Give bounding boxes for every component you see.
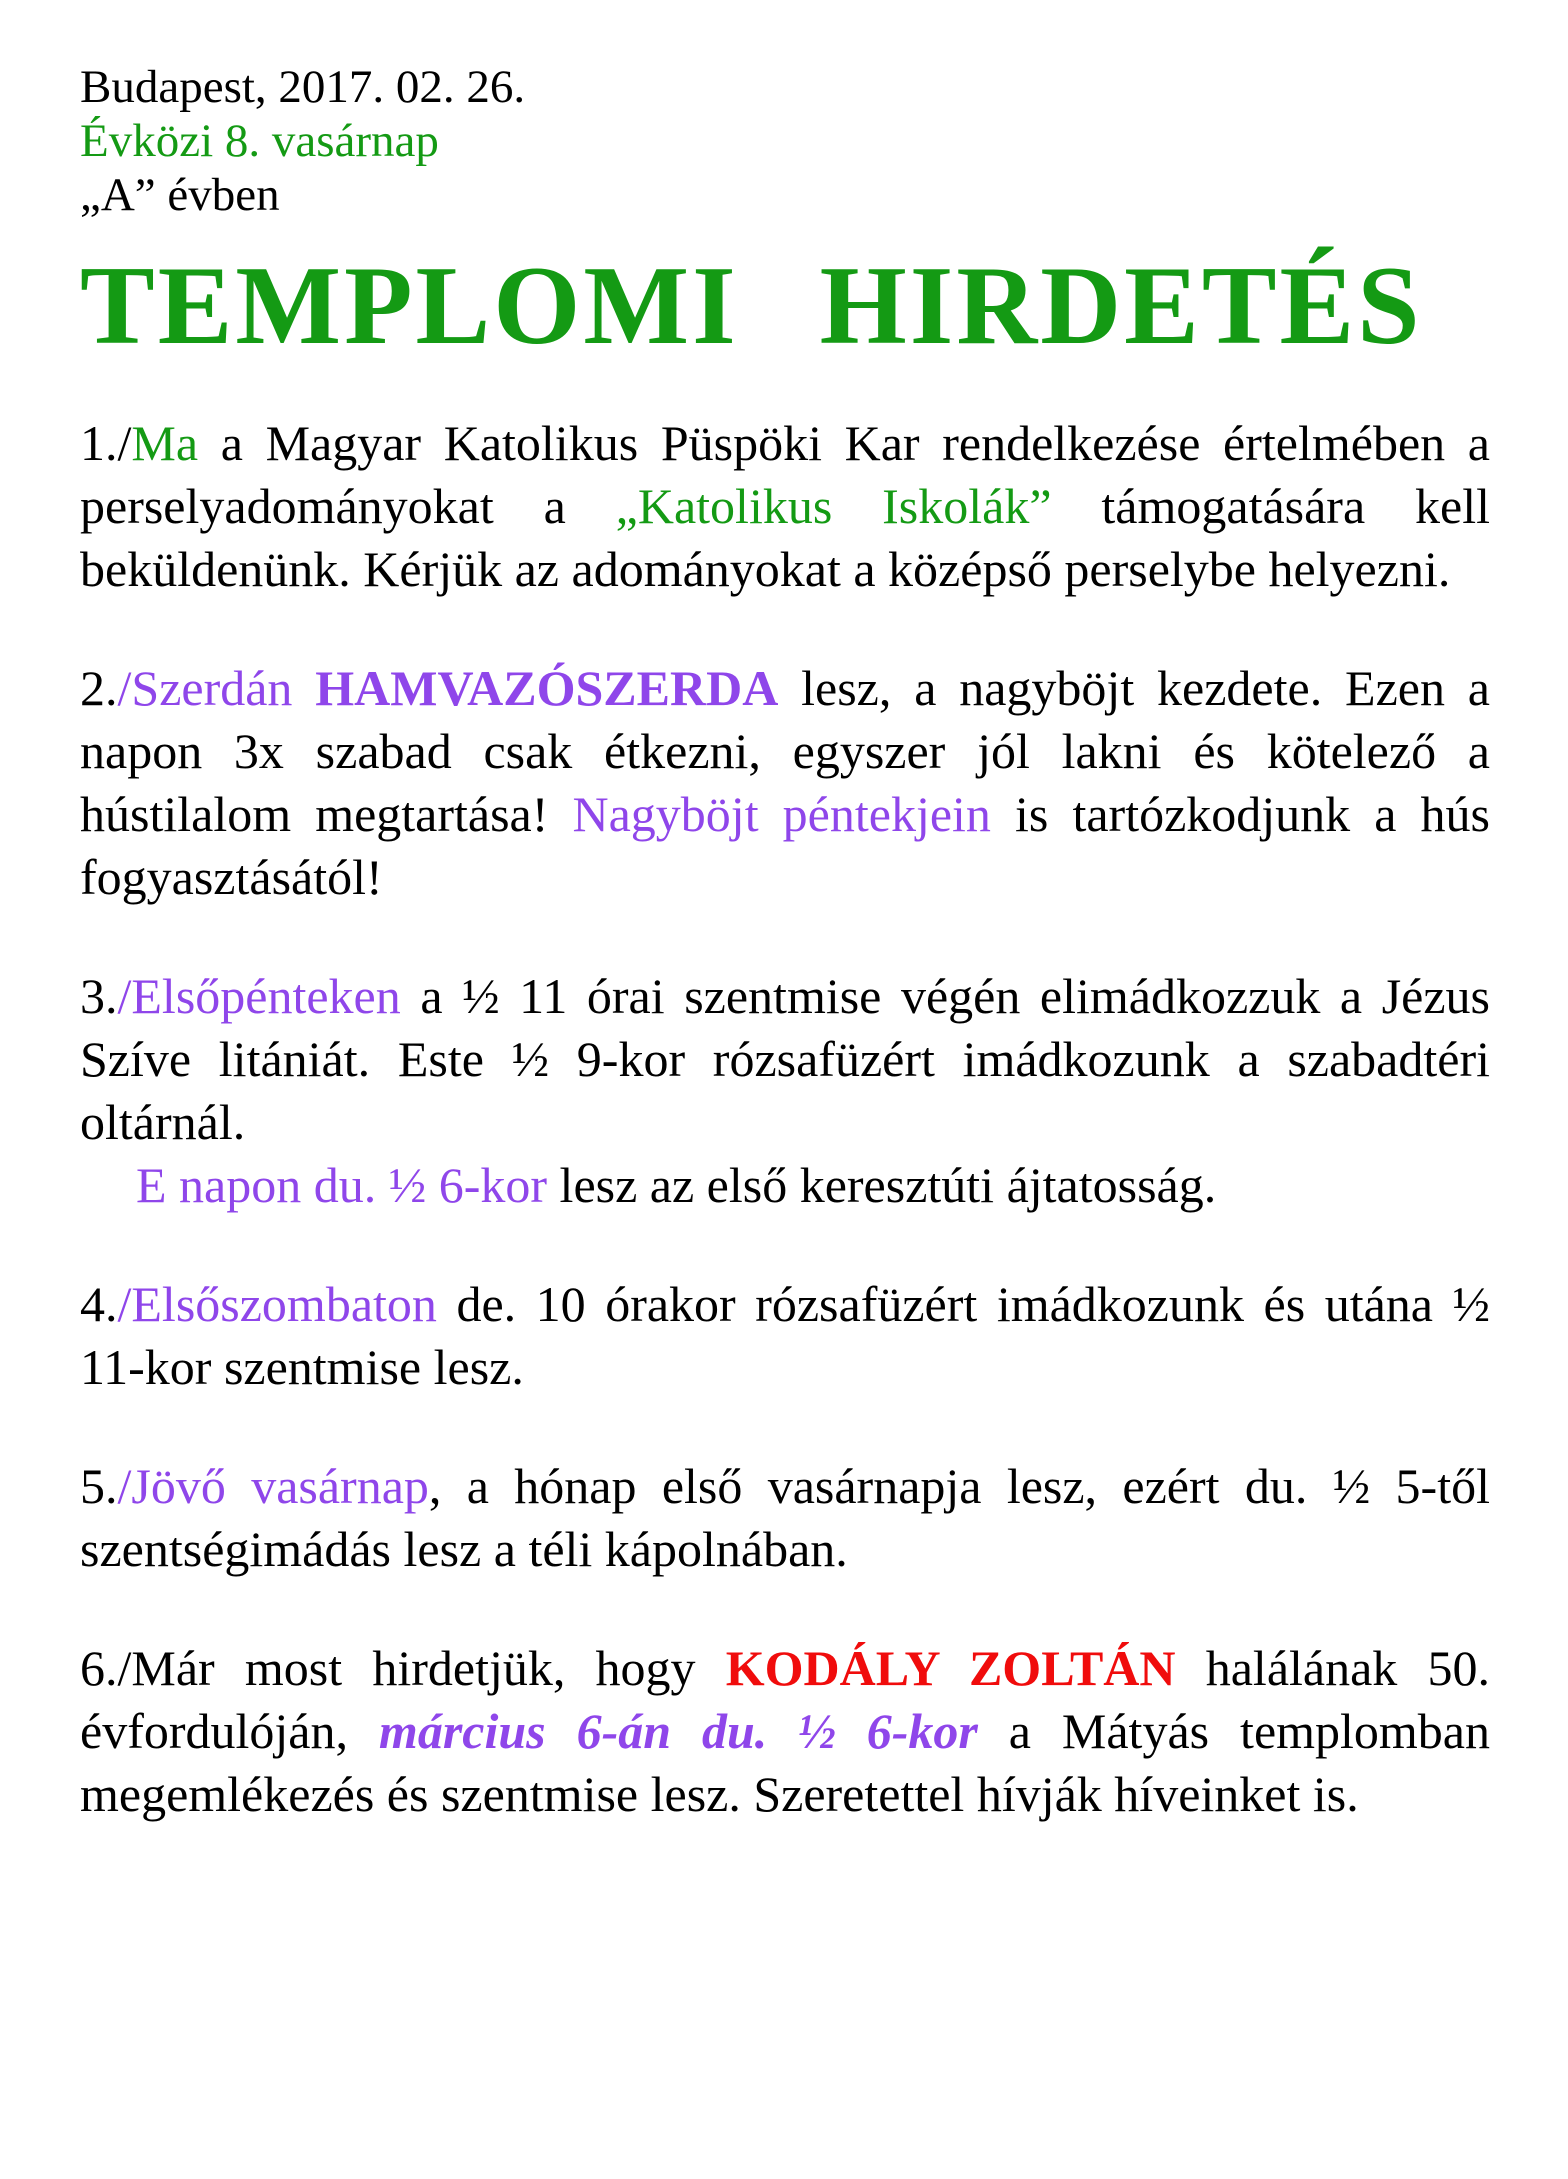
- text-segment: a Mátyás templomban megemlékezés és szentmise lesz. Szeretettel hívják híveinket is.: [80, 1703, 1491, 1823]
- announcement-3-subline: [80, 1154, 1490, 1217]
- liturgical-day-line: Évközi 8. vasárnap: [80, 115, 439, 167]
- text-segment: 1./: [80, 415, 132, 472]
- text-segment: is tartózkodjunk a hús fogyasztásától!: [80, 786, 1491, 906]
- text-segment: /Elsőpénteken: [117, 968, 401, 1025]
- page-title: TEMPLOMI HIRDETÉS: [80, 244, 1423, 368]
- announcement-1-text: [80, 412, 1490, 601]
- text-segment: lesz az első keresztúti ájtatosság.: [547, 1157, 1217, 1214]
- text-segment: 5.: [80, 1458, 118, 1515]
- text-segment: lesz, a nagyböjt kezdete. Ezen a napon 3x szabad csak étkezni, egyszer jól lakni és kötelező a hústilalom megtartása!: [80, 660, 1490, 843]
- text-segment: /Elsőszombaton: [117, 1276, 437, 1333]
- text-segment: Ma: [131, 415, 199, 472]
- announcement-4-text: [80, 1273, 1490, 1399]
- text-segment: a ½ 11 órai szentmise végén elimádkozzuk a Jézus Szíve litániát. Este ½ 9-kor rózsafüzért imádkozunk a szabadtéri oltárnál.: [80, 968, 1490, 1151]
- announcement-4: [80, 1273, 1490, 1399]
- announcement-list: [80, 412, 1490, 1826]
- announcement-2-text: [80, 657, 1490, 909]
- announcement-6: [80, 1637, 1490, 1826]
- announcement-1: [80, 412, 1490, 601]
- text-segment: halálának 50. évfordulóján,: [80, 1640, 1490, 1760]
- text-segment: de. 10 órakor rózsafüzért imádkozunk és utána ½ 11-kor szentmise lesz.: [80, 1276, 1490, 1396]
- announcement-5: [80, 1455, 1490, 1581]
- text-segment: 6./Már most hirdetjük, hogy: [80, 1640, 726, 1697]
- text-segment: támogatására kell beküldenünk. Kérjük az adományokat a középső perselybe helyezni.: [80, 478, 1490, 598]
- announcement-3-text: [80, 965, 1490, 1154]
- text-segment: HAMVAZÓSZERDA: [315, 660, 779, 717]
- text-segment: , a hónap első vasárnapja lesz, ezért du. ½ 5-től szentségimádás lesz a téli kápolnában.: [80, 1458, 1490, 1578]
- text-segment: Nagyböjt péntekjein: [572, 786, 991, 843]
- text-segment: a Magyar Katolikus Püspöki Kar rendelkezése értelmében a perselyadományokat a: [80, 415, 1490, 535]
- text-segment: KODÁLY ZOLTÁN: [725, 1640, 1176, 1697]
- date-line: Budapest, 2017. 02. 26.: [80, 61, 526, 113]
- text-segment: /Jövő vasárnap: [117, 1458, 429, 1515]
- announcement-6-text: [80, 1637, 1490, 1826]
- announcement-3: [80, 965, 1490, 1217]
- document-header: [80, 60, 1490, 368]
- year-cycle-line: „A” évben: [80, 169, 280, 221]
- text-segment: E napon du. ½ 6-kor: [136, 1157, 548, 1214]
- announcement-2: [80, 657, 1490, 909]
- text-segment: 4.: [80, 1276, 118, 1333]
- text-segment: „Katolikus Iskolák”: [615, 478, 1052, 535]
- text-segment: március 6-án du. ½ 6-kor: [378, 1703, 978, 1760]
- text-segment: 3.: [80, 968, 118, 1025]
- text-segment: /Szerdán: [117, 660, 316, 717]
- announcement-5-text: [80, 1455, 1490, 1581]
- text-segment: 2.: [80, 660, 118, 717]
